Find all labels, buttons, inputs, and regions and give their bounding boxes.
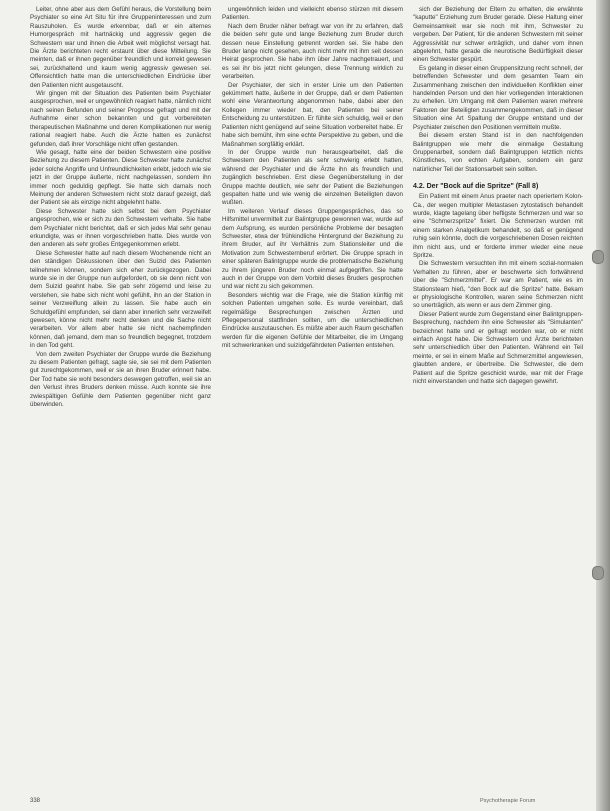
paragraph: Leiter, ohne aber aus dem Gefühl heraus, die Vorstellung beim Psychiater so eine Art Situ für ihre Gruppeninteressen und zum Rauszuholen. Es wurde erkennbar, daß er ein alternes Humorgespräch mit hartnäckig und aggressiv gegen die Schwestern war und ihnen die Arbeit weit möglichst versagt hat. Die Ärzte berichteten recht erstaunt über diese Mitteilung. Sie meinten, daß er ihnen gegenüber freundlich und korrekt gewesen sei, zurückhaltend und kaum wenig aggressiv gewesen sei. Offensichtlich hatte man die unterschiedlichen Eindrücke über den Patienten nicht ausgetauscht.: [30, 6, 211, 89]
paragraph: In der Gruppe wurde nun herausgearbeitet, daß die Schwestern den Patienten als sehr schwierig erlebt hatten, während der Psychiater und die Ärzte ihn als freundlich und zugänglich beschrieben. Erst diese Gegenüberstellung in der Gruppe machte deutlich, wie sehr der Patient die Beziehungen gespalten hatte und wie wenig die einzelnen Beteiligten davon wußten.: [222, 148, 403, 207]
paragraph: Dieser Patient wurde zum Gegenstand einer Balintgruppen-Besprechung, nachdem ihn eine Schwester als "Simulanten" bezeichnet hatte und er gefragt worden war, ob er nicht einfach Angst habe. Die Schwestern und Ärzte berichteten sehr unterschiedlich über den Patienten. Während ein Teil meinte, er sei in einem Maße auf Schmerzmittel angewiesen, glaubten andere, er übertreibe. Die Schwester, die dem Patient auf die Spritze geschickt wurde, war mit der Frage nicht einverstanden und hatte sich dagegen gewehrt.: [413, 310, 583, 386]
paragraph: Von dem zweiten Psychiater der Gruppe wurde die Beziehung zu diesem Patienten gefragt, sagte sie, sie sei mit dem Patienten gut zurechtgekommen, weil er sie an ihren Bruder erinnert habe. Der Tod habe sie wohl besonders deswegen getroffen, weil sie an den Verlust ihres Bruders denken müsse. Auch konnte sie ihre zwiespältigen Gefühle dem Patienten gegenüber nicht ganz überwinden.: [30, 350, 211, 409]
paragraph: sich der Beziehung der Eltern zu erhalten, die erwähnte "kaputte" Erziehung zum Bruder gerade. Diese Haltung einer Gemeinsamkeit war sie noch mit ihm, Schwester zu vergeben. Der Patient, für die anderen Schwestern mit seiner Aggressivität nur schwer erträglich, und daher vom ihnen abgelehnt, hatte gerade die neurotische Bedürftigkeit dieser einen Schwester gespürt.: [413, 6, 583, 64]
paragraph: Besonders wichtig war die Frage, wie die Station künftig mit solchen Patienten umgehen solle. Es wurde vereinbart, daß regelmäßige Besprechungen zwischen Ärzten und Pflegepersonal stattfinden sollten, um die unterschiedlichen Eindrücke auszutauschen. Es müßte aber auch Raum geschaffen werden für die eigenen Gefühle der Mitarbeiter, die im Umgang mit schwerkranken und suizidgefährdeten Patienten entstehen.: [222, 291, 403, 350]
paragraph: Wir gingen mit der Situation des Patienten beim Psychiater ausgesprochen, weil er ungewöhnlich reagiert hatte, nämlich nicht nach seinen Befunden und seiner Prognose gefragt und mit der Aufnahme einer schon bekannten und gut vorbereiteten therapeutischen Maßnahme und deren Komplikationen nur wenig rational reagiert habe. Auch die Ärzte hatten es zunächst gefunden, daß ihrer Vorschläge nicht offen gestanden.: [30, 90, 211, 148]
paragraph: Die Schwestern versuchten ihn mit einem sozial-normalen Verhalten zu führen, aber er beschwerte sich fortwährend über die "Schmerzmittel". Er war am Patient, wie es im Stationsteam hieß, "den Bock auf die Spritze" hatte. Bekam er physiologische Kontrollen, waren seine Schmerzen nicht so unerträglich, als wenn er aus dem Zimmer ging.: [413, 260, 583, 310]
paragraph: Bei diesem ersten Stand ist in den nachfolgenden Balintgruppen wie mehr die einmalige Gestaltung Gruppenarbeit, sondern daß Balintgruppen letztlich nichts Künstliches, von echten Aufgaben, sondern ein ganz natürlicher Teil der Stationsarbeit sein sollten.: [413, 132, 583, 173]
text-column-middle: [222, 6, 403, 794]
paragraph: Es gelang in dieser einen Gruppensitzung recht schnell, der betreffenden Schwester und dem gesamten Team ein Zusammenhang zwischen den individuellen Konflikten einer handelnden Person und den hier vorliegenden Interaktionen zu erhellen. Um Umgang mit dem Patienten waren mehrere Faktoren der Beteiligten zusammengekommen, daß in dieser Situation eine Art Spaltung der Gruppe entstand und der Psychiater zwischen den Positionen vermitteln mußte.: [413, 64, 583, 131]
paragraph: Der Psychiater, der sich in erster Linie um den Patienten gekümmert hatte, äußerte in der Gruppe, daß er dem Patienten wohl eine Verantwortung abgenommen habe, dabei aber den Kollegen immer wieder bat, den Patienten bei seiner Entscheidung zu unterstützen. Er fühlte sich schuldig, weil er den Patienten nicht genügend auf seine Situation vorbereitet habe. Er habe sich bemüht, ihm eine echte Perspektive zu geben, und die Maßnahmen sorgfältig erklärt.: [222, 81, 403, 148]
paragraph: Diese Schwester hatte sich selbst bei dem Psychiater angesprochen, wie er sich zu den Schwestern verhalte. Sie habe dem Psychiater nicht berichtet, daß er sich jedes Mal sehr genau erkundigte, was er ihnen vorgeschrieben hatte. Dies wurde von den anderen als sehr großes Entgegenkommen erlebt.: [30, 207, 211, 249]
text-column-right: [413, 6, 583, 794]
paragraph: ungewöhnlich leiden und vielleicht ebenso stürzen mit diesem Patienten.: [222, 6, 403, 22]
binder-ring: [592, 250, 604, 264]
page-number: 338: [30, 798, 41, 804]
paragraph: Diese Schwester hatte auf nach diesem Wochenende nicht an den ständigen Diskussionen über den Suizid des Patienten teilnehmen können, sondern sich eher zurückgezogen. Dabei wurde sie in der Gruppe nun aufgefordert, ob sie denn nicht von dem Suizid geahnt habe. Sie gab sehr zögernd und leise zu verstehen, sie habe sich nicht wohl gefühlt, ihn an der Station in seiner Verzweiflung allein zu lassen. Sie habe auch ein Schuldgefühl empfunden, sei dann aber innerlich sehr verzweifelt gewesen, könne nicht mehr recht denken und die Sache nicht verarbeiten. Vor allem aber hatte sie nicht nachempfinden können, daß jemand, dem man so freundlich begegnet, trotzdem in den Tod geht.: [30, 249, 211, 350]
binding-edge: [596, 0, 610, 811]
journal-name: Psychotherapie Forum: [480, 798, 536, 804]
text-column-left: [30, 6, 211, 794]
paragraph: Wie gesagt, hatte eine der beiden Schwestern eine positive Beziehung zu diesem Patienten. Diese Schwester hatte zunächst jeder solche Angriffe und Unfreundlichkeiten erlebt, jedoch wie sie jetzt in der Gruppe äußerte, nicht nachgelassen, sondern ihn immer noch geduldig gepflegt. Sie hatte sich damals noch Meinung der anderen Schwestern nicht stolz darauf gezeigt, daß der Patient sie als einzige nicht abgelehnt hatte.: [30, 148, 211, 207]
binder-ring: [592, 566, 604, 580]
paragraph: Nach dem Bruder näher befragt war von ihr zu erfahren, daß die beiden sehr gute und lange Beziehung zum Bruder durch dessen neue Einstellung getrennt worden sei. Sie habe den Bruder lange nicht gesehen, auch nicht mehr mit ihm seit dessen Heirat gesprochen. Sie habe ihm über Jahre nachgetrauert, und es sei ihr bis jetzt nicht gelungen, diese Trennung wirklich zu verarbeiten.: [222, 22, 403, 81]
section-heading: 4.2. Der "Bock auf die Spritze" (Fall 8): [413, 183, 539, 191]
paragraph: Ein Patient mit einem Anus praeter nach operiertem Kolon-Ca., der wegen multipler Metastasen zytostatisch behandelt wurde, klagte tagelang über heftigste Schmerzen und war so eine "Schmerzspritze" fixiert. Die Schmerzen wurden mit einem starken Analgetikum behandelt, so daß er genügend ruhig sein könnte, doch die vorgeschriebenen Dosen reichten ihm nicht aus, und er forderte immer wieder eine neue Spritze.: [413, 193, 583, 259]
paragraph: Im weiteren Verlauf dieses Gruppengespräches, das so Hilfsmittel unvermittelt zur Balintgruppe gewonnen war, wurde auf dem Aufsprung, es wurden persönliche Probleme der besagten Schwester, etwa der frühkindliche Hintergrund der Beziehung zu ihrem Bruder, auf ihr Verhältnis zum Stationsleiter und die Motivation zum Schwesternberuf erörtert. Die Gruppe sprach in einer späteren Balintgruppe wurde die problematische Beziehung zu ihrem jüngeren Bruder noch einmal aufgegriffen. Sie hatte auch in der Gruppe von dem Vorbild dieses Bruders gesprochen und war nicht zu sich gekommen.: [222, 207, 403, 291]
